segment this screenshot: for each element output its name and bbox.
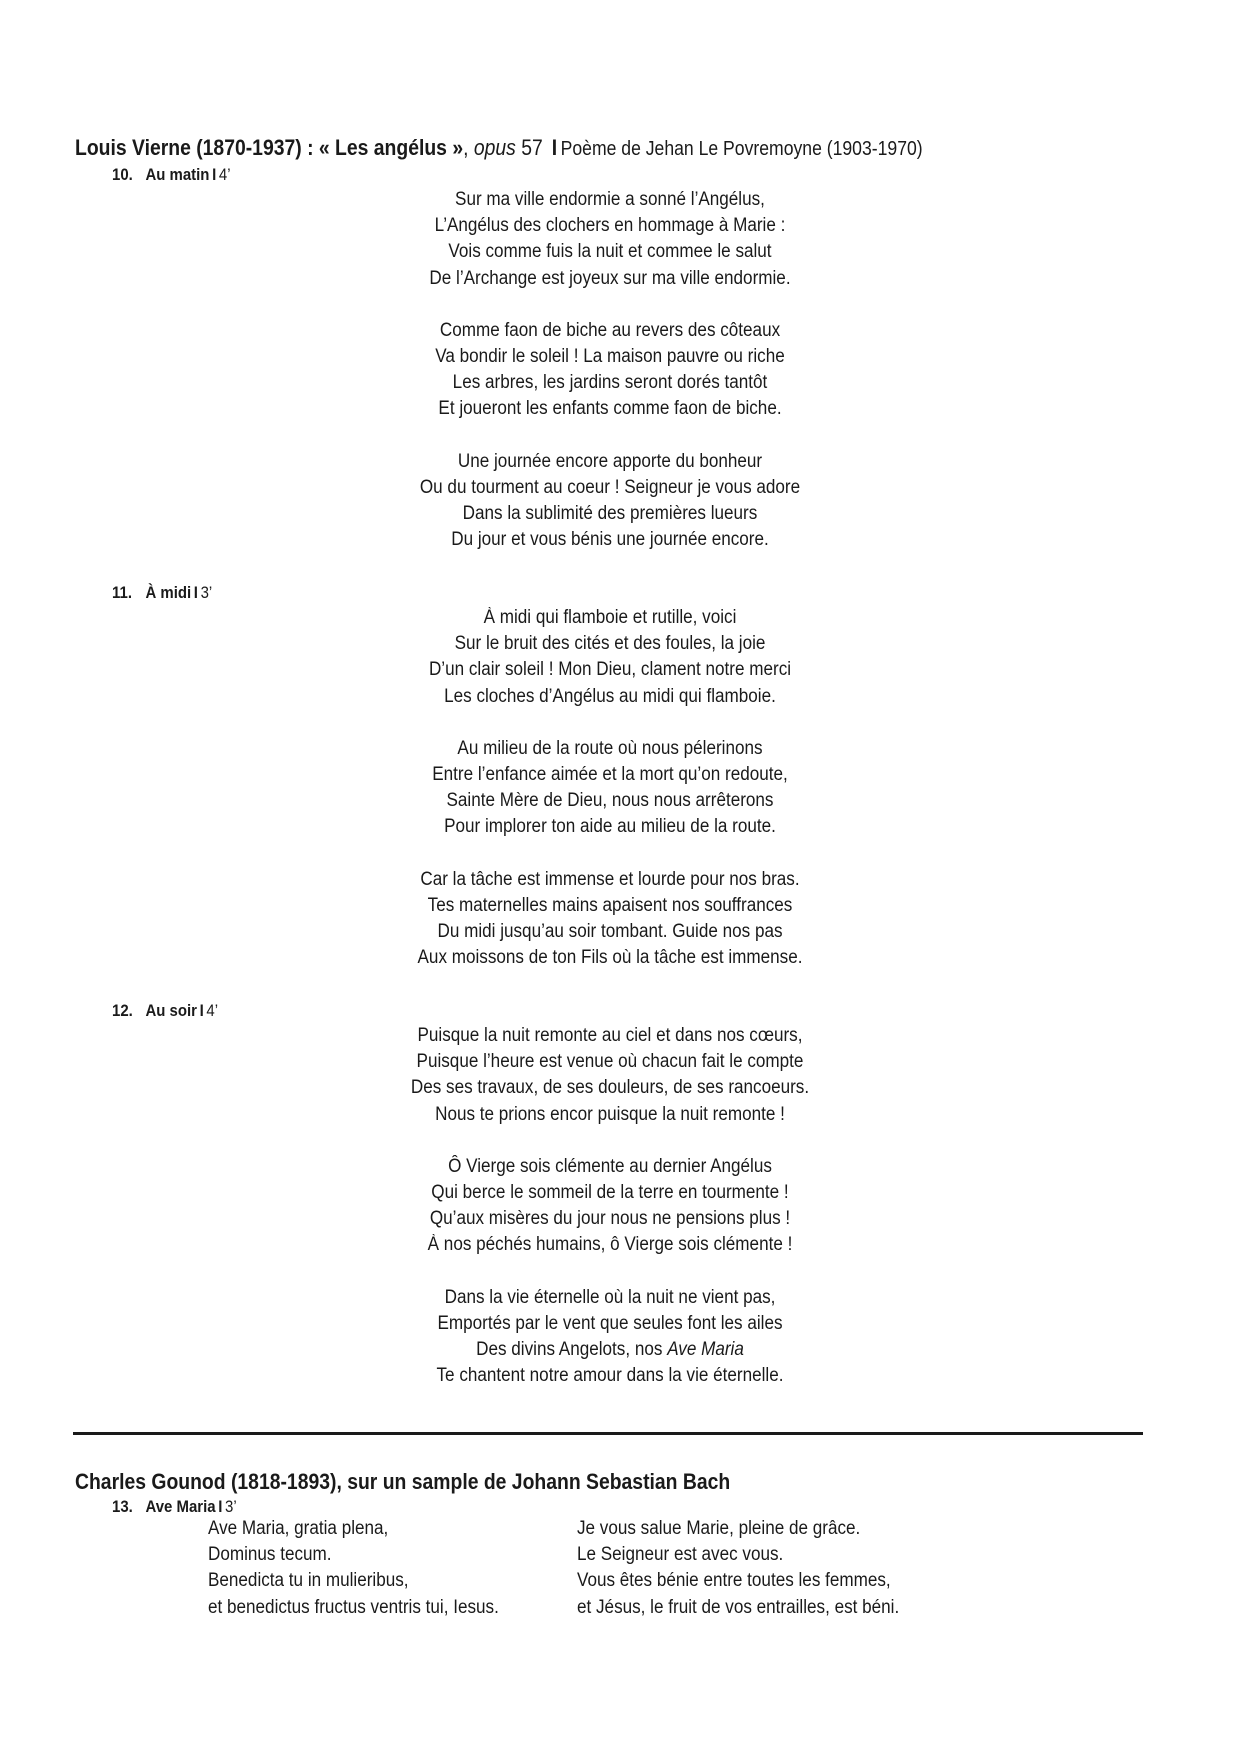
track-label-12 — [112, 1000, 218, 1022]
stanza — [310, 1285, 910, 1390]
poem-line: Une journée encore apporte du bonheur — [457, 450, 763, 472]
track-separator: I — [212, 165, 217, 184]
poem-line: D’un clair soleil ! Mon Dieu, clament notre merci — [428, 659, 792, 681]
track-number: 10. — [112, 165, 133, 184]
poem-line: Qu’aux misères du jour nous ne pensions plus ! — [429, 1208, 791, 1230]
poem-line: Puisque l’heure est venue où chacun fait le compte — [416, 1051, 804, 1073]
composer-heading-vierne — [75, 134, 923, 163]
track-duration: 3’ — [200, 583, 213, 602]
stanza — [310, 1023, 910, 1128]
poem-line: Te chantent notre amour dans la vie éternelle. — [436, 1365, 784, 1387]
poem-line: Puisque la nuit remonte au ciel et dans nos cœurs, — [417, 1025, 803, 1046]
poem-line-prefix: Des divins Angelots, nos — [476, 1339, 668, 1361]
poem-line: Ô Vierge sois clémente au dernier Angélus — [448, 1155, 772, 1177]
poem-credit: Poème de Jehan Le Povremoyne (1903-1970) — [560, 138, 923, 160]
poem-line: À midi qui flamboie et rutille, voici — [483, 607, 737, 628]
composer-name: Louis Vierne (1870-1937) : « Les angélus » — [75, 135, 464, 160]
poem-line: Comme faon de biche au revers des côteaux — [439, 319, 781, 341]
composer-name: Charles Gounod (1818-1893), sur un sample de Johann Sebastian Bach — [75, 1469, 731, 1494]
poem-line: Va bondir le soleil ! La maison pauvre ou riche — [435, 346, 785, 368]
latin-line: Ave Maria, gratia plena, — [208, 1518, 389, 1539]
opus-label: opus — [473, 135, 516, 160]
poem-line: L’Angélus des clochers en hommage à Marie : — [434, 215, 786, 237]
latin-line: Benedicta tu in mulieribus, — [208, 1570, 409, 1592]
french-line: et Jésus, le fruit de vos entrailles, est béni. — [577, 1596, 900, 1618]
poem-au-soir — [310, 1023, 910, 1389]
poem-line: Ou du tourment au coeur ! Seigneur je vous adore — [419, 476, 801, 498]
stanza — [310, 605, 910, 710]
track-title: Au soir — [145, 1001, 197, 1020]
heading-separator: I — [551, 135, 558, 160]
stanza — [310, 867, 910, 972]
poem-line: Emportés par le vent que seules font les ailes — [437, 1312, 783, 1334]
poem-line: Dans la vie éternelle où la nuit ne vient pas, — [444, 1286, 776, 1308]
track-duration: 3’ — [225, 1497, 237, 1516]
track-number: 11. — [112, 583, 132, 602]
section-divider — [73, 1432, 1143, 1435]
poem-line: De l’Archange est joyeux sur ma ville endormie. — [429, 267, 791, 289]
poem-line: Dans la sublimité des premières lueurs — [462, 503, 758, 525]
stanza — [310, 736, 910, 841]
poem-line-italic: Ave Maria — [667, 1339, 744, 1361]
track-number: 12. — [112, 1001, 133, 1020]
track-separator: I — [218, 1497, 223, 1516]
latin-line: et benedictus fructus ventris tui, Iesus. — [208, 1596, 499, 1618]
poem-line-ave-maria — [340, 1337, 880, 1363]
poem-line: Les arbres, les jardins seront dorés tantôt — [452, 372, 768, 394]
poem-line: Car la tâche est immense et lourde pour nos bras. — [420, 868, 800, 890]
stanza — [310, 1154, 910, 1259]
poem-line: Sur le bruit des cités et des foules, la joie — [454, 633, 766, 655]
poem-line: Tes maternelles mains apaisent nos souffrances — [427, 894, 793, 916]
track-label-10 — [112, 164, 231, 186]
track-number: 13. — [112, 1497, 133, 1516]
composer-heading-gounod — [75, 1468, 730, 1496]
french-line: Vous êtes bénie entre toutes les femmes, — [577, 1570, 891, 1592]
track-title: À midi — [145, 583, 192, 602]
poem-line: Les cloches d’Angélus au midi qui flamboie. — [444, 685, 776, 707]
poem-line: Qui berce le sommeil de la terre en tourmente ! — [431, 1182, 789, 1204]
track-title: Au matin — [145, 165, 210, 184]
track-label-11 — [112, 582, 212, 604]
track-duration: 4’ — [206, 1001, 219, 1020]
poem-line: Sainte Mère de Dieu, nous nous arrêterons — [446, 790, 774, 812]
poem-line: Des ses travaux, de ses douleurs, de ses rancoeurs. — [410, 1077, 810, 1099]
track-separator: I — [199, 1001, 204, 1020]
latin-line: Dominus tecum. — [208, 1544, 332, 1566]
track-duration: 4’ — [218, 165, 231, 184]
poem-line: Sur ma ville endormie a sonné l’Angélus, — [455, 189, 765, 210]
track-title: Ave Maria — [145, 1497, 216, 1516]
latin-text — [208, 1516, 531, 1621]
french-line: Le Seigneur est avec vous. — [577, 1544, 784, 1566]
opus-number: 57 — [521, 135, 543, 160]
stanza — [310, 318, 910, 423]
poem-au-matin — [310, 187, 910, 553]
poem-line: Et joueront les enfants comme faon de biche. — [438, 398, 782, 420]
poem-a-midi — [310, 605, 910, 971]
french-translation — [577, 1516, 935, 1621]
poem-line: Aux moissons de ton Fils où la tâche est immense. — [417, 947, 803, 969]
stanza — [310, 187, 910, 292]
poem-line: Du jour et vous bénis une journée encore. — [451, 529, 769, 551]
track-label-13 — [112, 1496, 237, 1518]
poem-line: Pour implorer ton aide au milieu de la route. — [444, 816, 776, 838]
heading-comma: , — [463, 135, 469, 160]
stanza — [310, 449, 910, 554]
poem-line: Nous te prions encor puisque la nuit remonte ! — [435, 1103, 785, 1125]
poem-line: À nos péchés humains, ô Vierge sois clémente ! — [427, 1234, 793, 1256]
poem-line: Au milieu de la route où nous pélerinons — [457, 737, 763, 759]
track-separator: I — [193, 583, 198, 602]
poem-line: Vois comme fuis la nuit et commee le salut — [448, 241, 772, 263]
french-line: Je vous salue Marie, pleine de grâce. — [577, 1518, 861, 1539]
poem-line: Du midi jusqu’au soir tombant. Guide nos pas — [437, 921, 783, 943]
poem-line: Entre l’enfance aimée et la mort qu’on redoute, — [432, 764, 788, 786]
